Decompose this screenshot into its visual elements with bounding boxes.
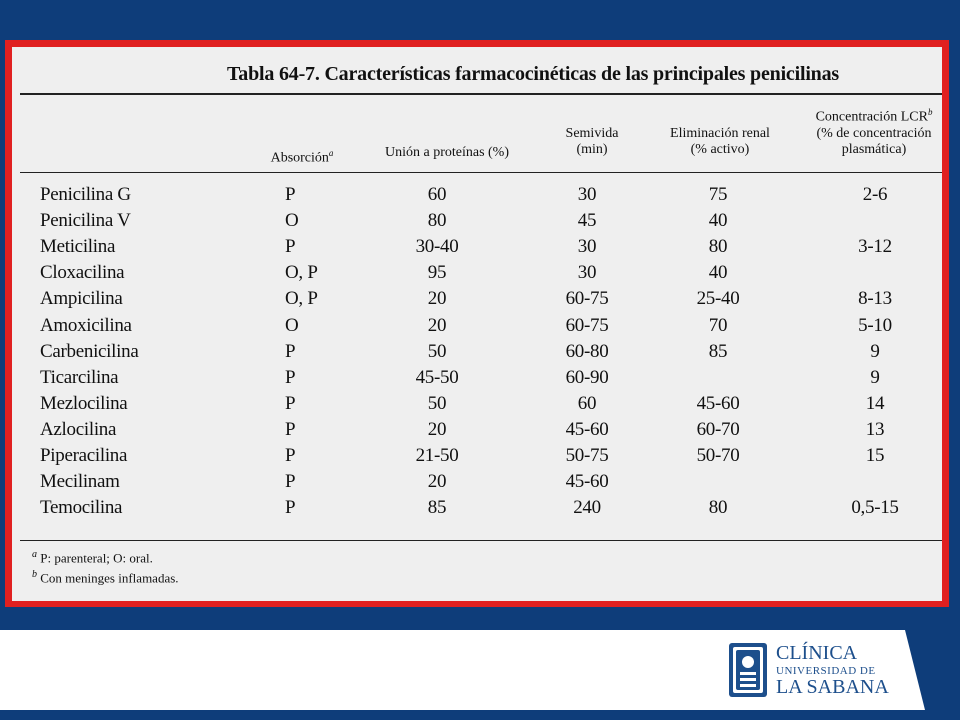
cell-union: 20 — [427, 471, 447, 492]
cell-absorcion: P — [285, 393, 296, 414]
footer-rule — [20, 540, 942, 541]
cell-union: 85 — [427, 497, 447, 518]
cell-semivida: 30 — [577, 262, 597, 283]
cell-eliminacion: 40 — [708, 210, 728, 231]
cell-union: 60 — [427, 184, 447, 205]
cell-lcr: 14 — [865, 393, 885, 414]
cell-name: Mezlocilina — [40, 393, 128, 414]
cell-lcr: 0,5-15 — [851, 497, 899, 518]
cell-absorcion: O — [285, 315, 299, 336]
cell-name: Amoxicilina — [40, 315, 132, 336]
cell-semivida: 30 — [577, 184, 597, 205]
header-absorcion: Absorción$^a$ — [270, 148, 334, 166]
clinica-logo — [728, 640, 918, 702]
cell-semivida: 50-75 — [565, 445, 609, 466]
cell-lcr: 13 — [865, 419, 885, 440]
logo-line-1: CLÍNICA — [776, 642, 858, 664]
cell-name: Meticilina — [40, 236, 116, 257]
top-band — [0, 0, 960, 38]
cell-name: Ticarcilina — [40, 367, 119, 388]
cell-union: 45-50 — [415, 367, 459, 388]
cell-lcr: 2-6 — [862, 184, 888, 205]
header-eliminacion: Eliminación renal (% activo) — [670, 126, 770, 157]
cell-name: Penicilina V — [40, 210, 131, 231]
shield-crest-icon — [728, 642, 768, 698]
cell-union: 80 — [427, 210, 447, 231]
cell-union: 50 — [427, 393, 447, 414]
cell-semivida: 45-60 — [565, 419, 609, 440]
cell-eliminacion: 75 — [708, 184, 728, 205]
logo-line-3: LA SABANA — [776, 676, 889, 698]
cell-union: 21-50 — [415, 445, 459, 466]
cell-absorcion: P — [285, 367, 296, 388]
table-document — [12, 47, 942, 601]
cell-eliminacion: 25-40 — [696, 288, 740, 309]
cell-union: 50 — [427, 341, 447, 362]
header-union: Unión a proteínas (%) — [384, 145, 510, 160]
cell-absorcion: O — [285, 210, 299, 231]
cell-eliminacion: 80 — [708, 236, 728, 257]
footnote-b: $^b$ Con meninges inflamadas. — [32, 569, 179, 586]
cell-semivida: 45 — [577, 210, 597, 231]
cell-absorcion: P — [285, 445, 296, 466]
cell-semivida: 60-90 — [565, 367, 609, 388]
cell-eliminacion: 50-70 — [696, 445, 740, 466]
logo-line-2: UNIVERSIDAD DE — [776, 665, 876, 677]
cell-name: Cloxacilina — [40, 262, 125, 283]
cell-name: Ampicilina — [40, 288, 123, 309]
cell-union: 20 — [427, 315, 447, 336]
cell-lcr: 3-12 — [858, 236, 892, 257]
cell-semivida: 60-75 — [565, 315, 609, 336]
cell-semivida: 45-60 — [565, 471, 609, 492]
cell-eliminacion: 85 — [708, 341, 728, 362]
cell-semivida: 60-75 — [565, 288, 609, 309]
cell-union: 95 — [427, 262, 447, 283]
cell-eliminacion: 40 — [708, 262, 728, 283]
cell-semivida: 60-80 — [565, 341, 609, 362]
cell-lcr: 15 — [865, 445, 885, 466]
header-rule — [20, 172, 942, 173]
cell-semivida: 60 — [577, 393, 597, 414]
cell-absorcion: P — [285, 419, 296, 440]
header-lcr: Concentración LCR$^b$ (% de concentración plasmática) — [815, 107, 933, 157]
cell-lcr: 9 — [870, 367, 880, 388]
cell-absorcion: P — [285, 497, 296, 518]
cell-name: Piperacilina — [40, 445, 128, 466]
cell-eliminacion: 80 — [708, 497, 728, 518]
cell-absorcion: P — [285, 184, 296, 205]
cell-name: Azlocilina — [40, 419, 117, 440]
cell-name: Carbenicilina — [40, 341, 139, 362]
cell-name: Mecilinam — [40, 471, 120, 492]
cell-eliminacion: 70 — [708, 315, 728, 336]
cell-union: 30-40 — [415, 236, 459, 257]
table-title: Tabla 64-7. Características farmacocinéticas de las principales penicilinas — [227, 63, 839, 85]
title-rule — [20, 93, 942, 95]
cell-absorcion: O, P — [285, 288, 318, 309]
cell-lcr: 9 — [870, 341, 880, 362]
footnote-a: $^a$ P: parenteral; O: oral. — [32, 549, 153, 566]
cell-semivida: 240 — [573, 497, 601, 518]
cell-eliminacion: 60-70 — [696, 419, 740, 440]
cell-name: Temocilina — [40, 497, 123, 518]
cell-lcr: 5-10 — [858, 315, 892, 336]
cell-absorcion: P — [285, 341, 296, 362]
cell-union: 20 — [427, 419, 447, 440]
header-semivida: Semivida (min) — [565, 126, 619, 157]
cell-absorcion: P — [285, 236, 296, 257]
cell-eliminacion: 45-60 — [696, 393, 740, 414]
cell-name: Penicilina G — [40, 184, 131, 205]
cell-absorcion: O, P — [285, 262, 318, 283]
cell-union: 20 — [427, 288, 447, 309]
cell-absorcion: P — [285, 471, 296, 492]
cell-lcr: 8-13 — [858, 288, 892, 309]
cell-semivida: 30 — [577, 236, 597, 257]
